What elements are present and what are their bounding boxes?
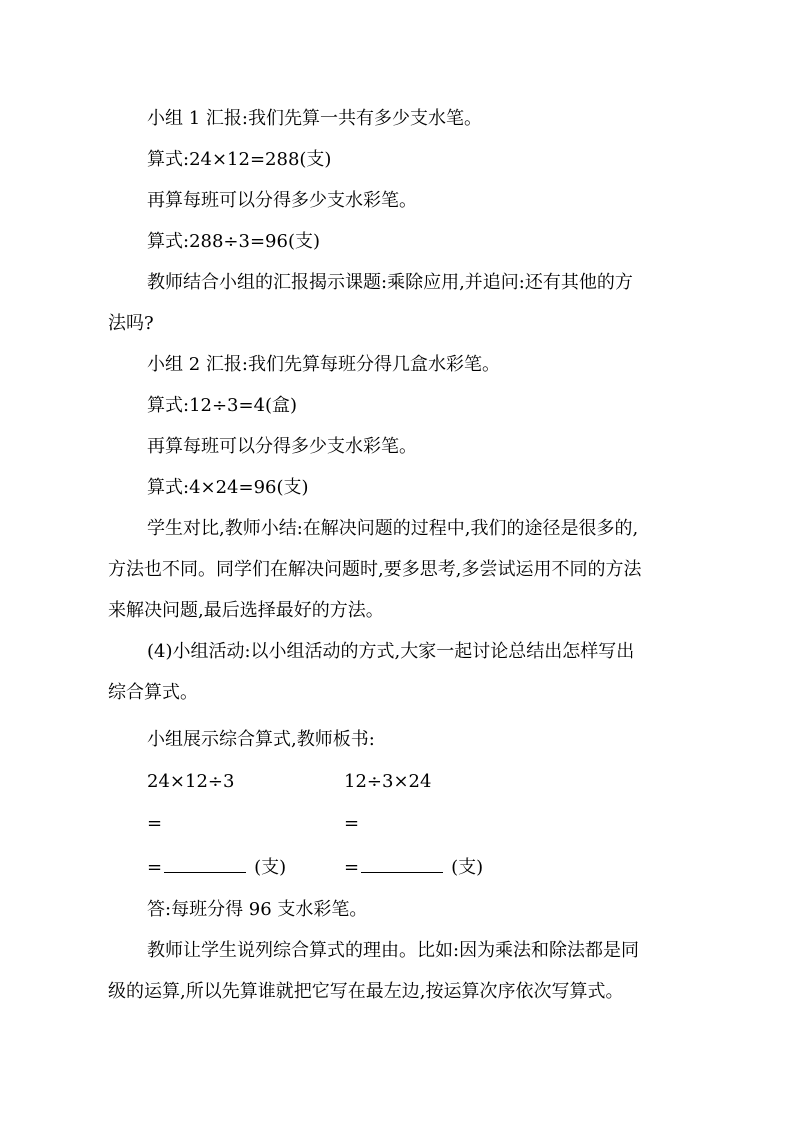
paragraph: 来解决问题,最后选择最好的方法。	[108, 600, 384, 621]
paragraph: 小组展示综合算式,教师板书:	[147, 729, 375, 750]
paragraph: (4)小组活动:以小组活动的方式,大家一起讨论总结出怎样写出	[147, 641, 635, 662]
formula-left-unit: (支)	[254, 857, 287, 878]
paragraph: 算式:12÷3=4(盒)	[147, 395, 298, 416]
paragraph: 答:每班分得 96 支水彩笔。	[147, 899, 368, 920]
formula-left-expression: 24×12÷3	[147, 771, 235, 792]
paragraph: 算式:288÷3=96(支)	[147, 231, 320, 252]
formula-left-answer	[147, 855, 286, 879]
paragraph: 小组 1 汇报:我们先算一共有多少支水笔。	[147, 108, 482, 129]
formula-left-step2: =	[147, 857, 163, 878]
paragraph: 算式:24×12=288(支)	[147, 149, 332, 170]
paragraph: 教师让学生说列综合算式的理由。比如:因为乘法和除法都是同	[147, 940, 640, 961]
formula-right-step1: =	[344, 813, 360, 834]
formula-right-unit: (支)	[451, 857, 484, 878]
paragraph: 算式:4×24=96(支)	[147, 477, 309, 498]
paragraph: 级的运算,所以先算谁就把它写在最左边,按运算次序依次写算式。	[108, 981, 624, 1002]
paragraph: 小组 2 汇报:我们先算每班分得几盒水彩笔。	[147, 354, 500, 375]
formula-right-step2: =	[344, 857, 360, 878]
paragraph: 方法也不同。同学们在解决问题时,要多思考,多尝试运用不同的方法	[108, 559, 642, 580]
paragraph: 教师结合小组的汇报揭示课题:乘除应用,并追问:还有其他的方	[147, 272, 633, 293]
answer-blank	[164, 855, 246, 873]
paragraph: 法吗?	[108, 313, 154, 334]
formula-left-step1: =	[147, 813, 163, 834]
paragraph: 再算每班可以分得多少支水彩笔。	[147, 436, 417, 457]
formula-right-answer	[344, 855, 483, 879]
formula-right-expression: 12÷3×24	[344, 771, 432, 792]
answer-blank	[361, 855, 443, 873]
paragraph: 再算每班可以分得多少支水彩笔。	[147, 190, 417, 211]
paragraph: 综合算式。	[108, 682, 198, 703]
paragraph: 学生对比,教师小结:在解决问题的过程中,我们的途径是很多的,	[147, 518, 639, 539]
